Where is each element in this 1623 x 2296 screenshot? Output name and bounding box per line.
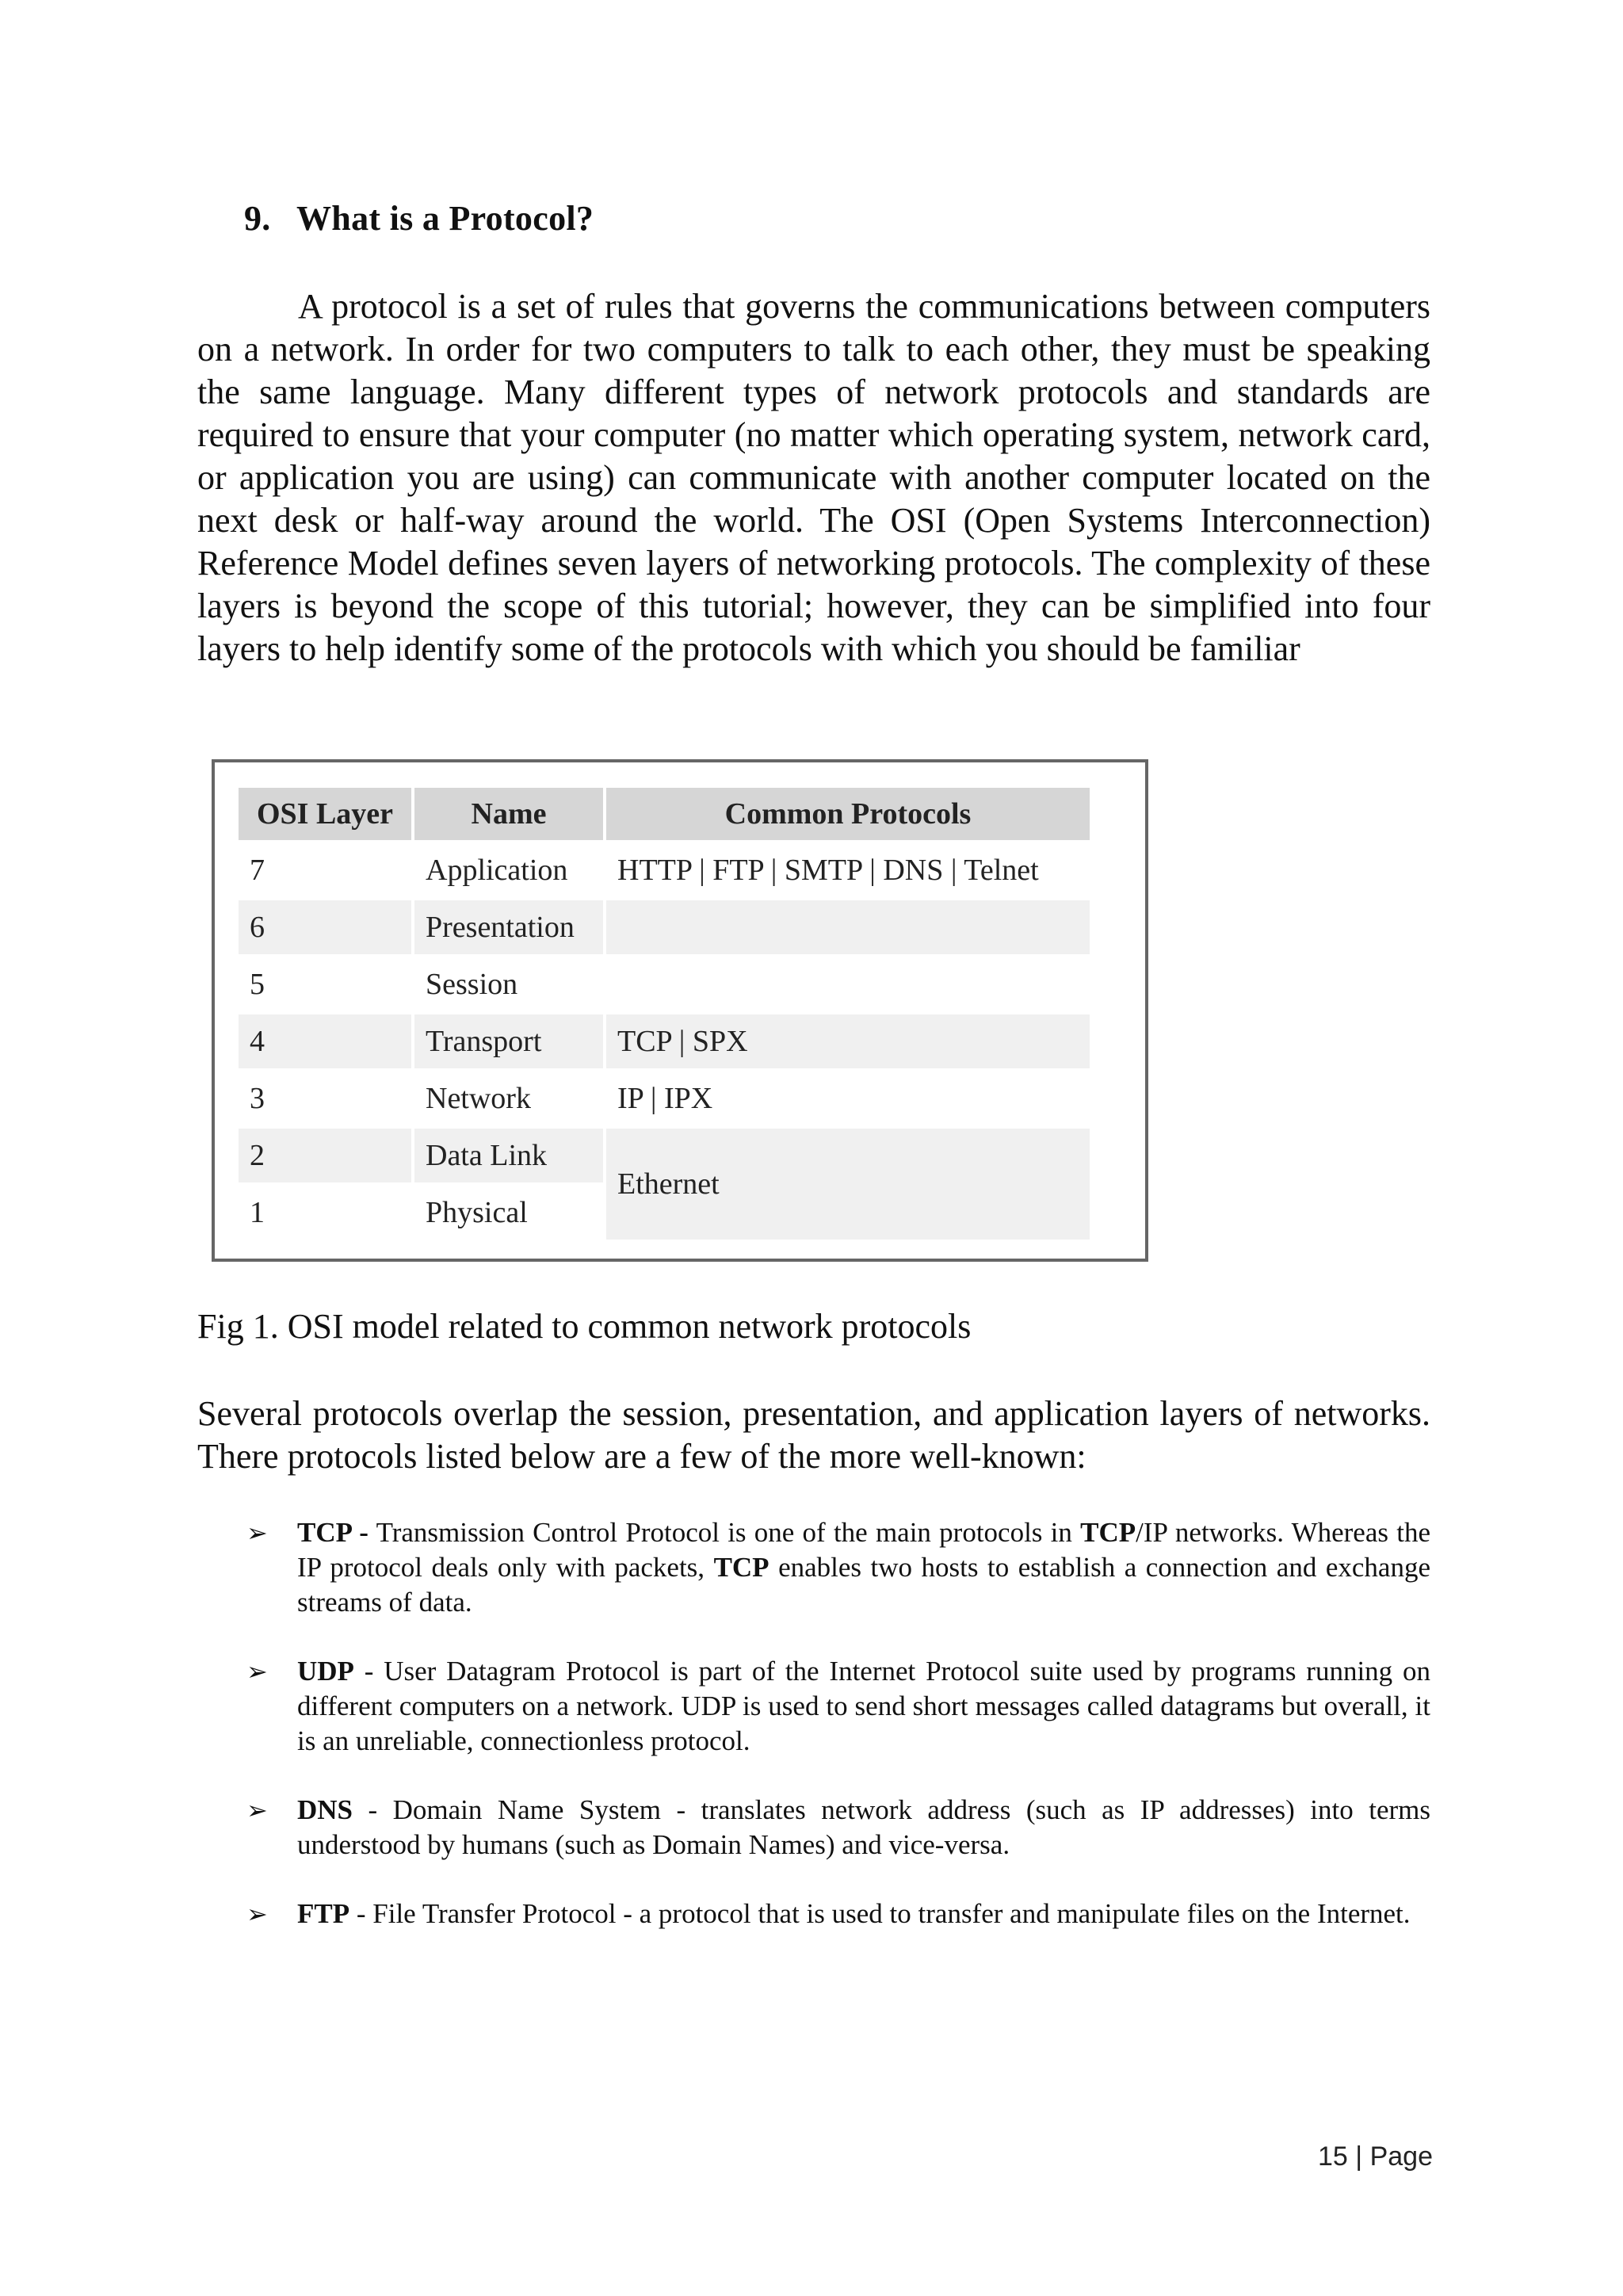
table-row [239, 1014, 1090, 1068]
protocol-term: FTP [297, 1898, 350, 1929]
name-cell: Data Link [414, 1129, 603, 1182]
page-footer [1318, 2141, 1433, 2172]
protocol-term: TCP - [297, 1517, 369, 1548]
list-item [197, 1515, 1430, 1620]
table-row [239, 1072, 1090, 1125]
protocols-cell: Ethernet [606, 1129, 1090, 1240]
table-row [239, 1129, 1090, 1182]
protocol-term-inline: TCP [713, 1552, 769, 1583]
table-header-row [239, 788, 1090, 840]
protocols-cell: HTTP | FTP | SMTP | DNS | Telnet [617, 854, 1039, 887]
intro-paragraph: A protocol is a set of rules that governs the communications between computers on a network. In order for two computers to talk to each other, they must be speaking the same language. Many different types of network protocols and standards are required to ensure that your computer (no matter which operating system, network card, or application you are using) can communicate with another computer located on the next desk or half-way around the world. The OSI (Open Systems Interconnection) Reference Model defines seven layers of networking protocols. The complexity of these layers is beyond the scope of this tutorial; however, they can be simplified into four layers to help identify some of the protocols with which you should be familiar [197, 287, 1430, 668]
layer-cell: 2 [239, 1129, 411, 1182]
layer-cell: 1 [250, 1196, 265, 1229]
osi-table-figure [212, 759, 1148, 1262]
table-row [239, 843, 1090, 897]
name-cell: Physical [426, 1196, 528, 1229]
protocol-term: UDP [297, 1656, 354, 1687]
protocols-cell: IP | IPX [617, 1082, 713, 1115]
header-osi-layer: OSI Layer [239, 788, 411, 840]
footer-separator: | [1355, 2141, 1363, 2172]
protocol-description: - Domain Name System - translates network address (such as IP addresses) into terms understood by humans (such as Domain Names) and vice-versa. [297, 1794, 1430, 1860]
protocols-cell: TCP | SPX [606, 1014, 1090, 1068]
layer-cell: 6 [239, 900, 411, 954]
table-row [239, 957, 1090, 1011]
table-row [239, 900, 1090, 954]
layer-cell: 4 [239, 1014, 411, 1068]
protocol-description: - User Datagram Protocol is part of the Internet Protocol suite used by programs running on different computers on a network. UDP is used to send short messages called datagrams but overall, it is an unreliable, connectionless protocol. [297, 1656, 1430, 1756]
section-heading [244, 198, 594, 239]
name-cell: Transport [414, 1014, 603, 1068]
arrow-bullet-icon: ➢ [246, 1899, 268, 1929]
protocol-description: /IP networks. Whereas the IP protocol deals only with packets, [297, 1517, 1430, 1583]
list-item [197, 1793, 1430, 1862]
layer-cell: 5 [250, 968, 265, 1001]
protocol-term: DNS [297, 1794, 353, 1825]
arrow-bullet-icon: ➢ [246, 1656, 268, 1687]
overlap-paragraph: Several protocols overlap the session, presentation, and application layers of networks. There protocols listed below are a few of the more well-known: [197, 1394, 1430, 1476]
header-name: Name [414, 788, 603, 840]
name-cell: Network [426, 1082, 531, 1115]
protocol-description: enables two hosts to establish a connection and exchange streams of data. [297, 1552, 1430, 1618]
name-cell: Presentation [414, 900, 603, 954]
list-item [197, 1654, 1430, 1759]
section-number: 9. [244, 199, 271, 238]
protocols-cell [606, 957, 1090, 1011]
figure-caption: Fig 1. OSI model related to common network protocols [197, 1307, 972, 1346]
name-cell: Session [426, 968, 518, 1001]
page-label: Page [1369, 2141, 1433, 2172]
arrow-bullet-icon: ➢ [246, 1795, 268, 1825]
name-cell: Application [426, 854, 568, 887]
page-number: 15 [1318, 2141, 1348, 2172]
list-item [197, 1897, 1430, 1931]
protocol-list [197, 1515, 1430, 1966]
header-common-protocols: Common Protocols [606, 788, 1090, 840]
layer-cell: 7 [250, 854, 265, 887]
protocols-cell [606, 900, 1090, 954]
section-title: What is a Protocol? [296, 199, 594, 238]
osi-table [235, 785, 1093, 1243]
layer-cell: 3 [250, 1082, 265, 1115]
protocol-description: Transmission Control Protocol is one of the main protocols in [368, 1517, 1081, 1548]
protocol-term-inline: TCP [1080, 1517, 1136, 1548]
arrow-bullet-icon: ➢ [246, 1518, 268, 1548]
protocol-description: - File Transfer Protocol - a protocol that is used to transfer and manipulate files on the Internet. [349, 1898, 1411, 1929]
